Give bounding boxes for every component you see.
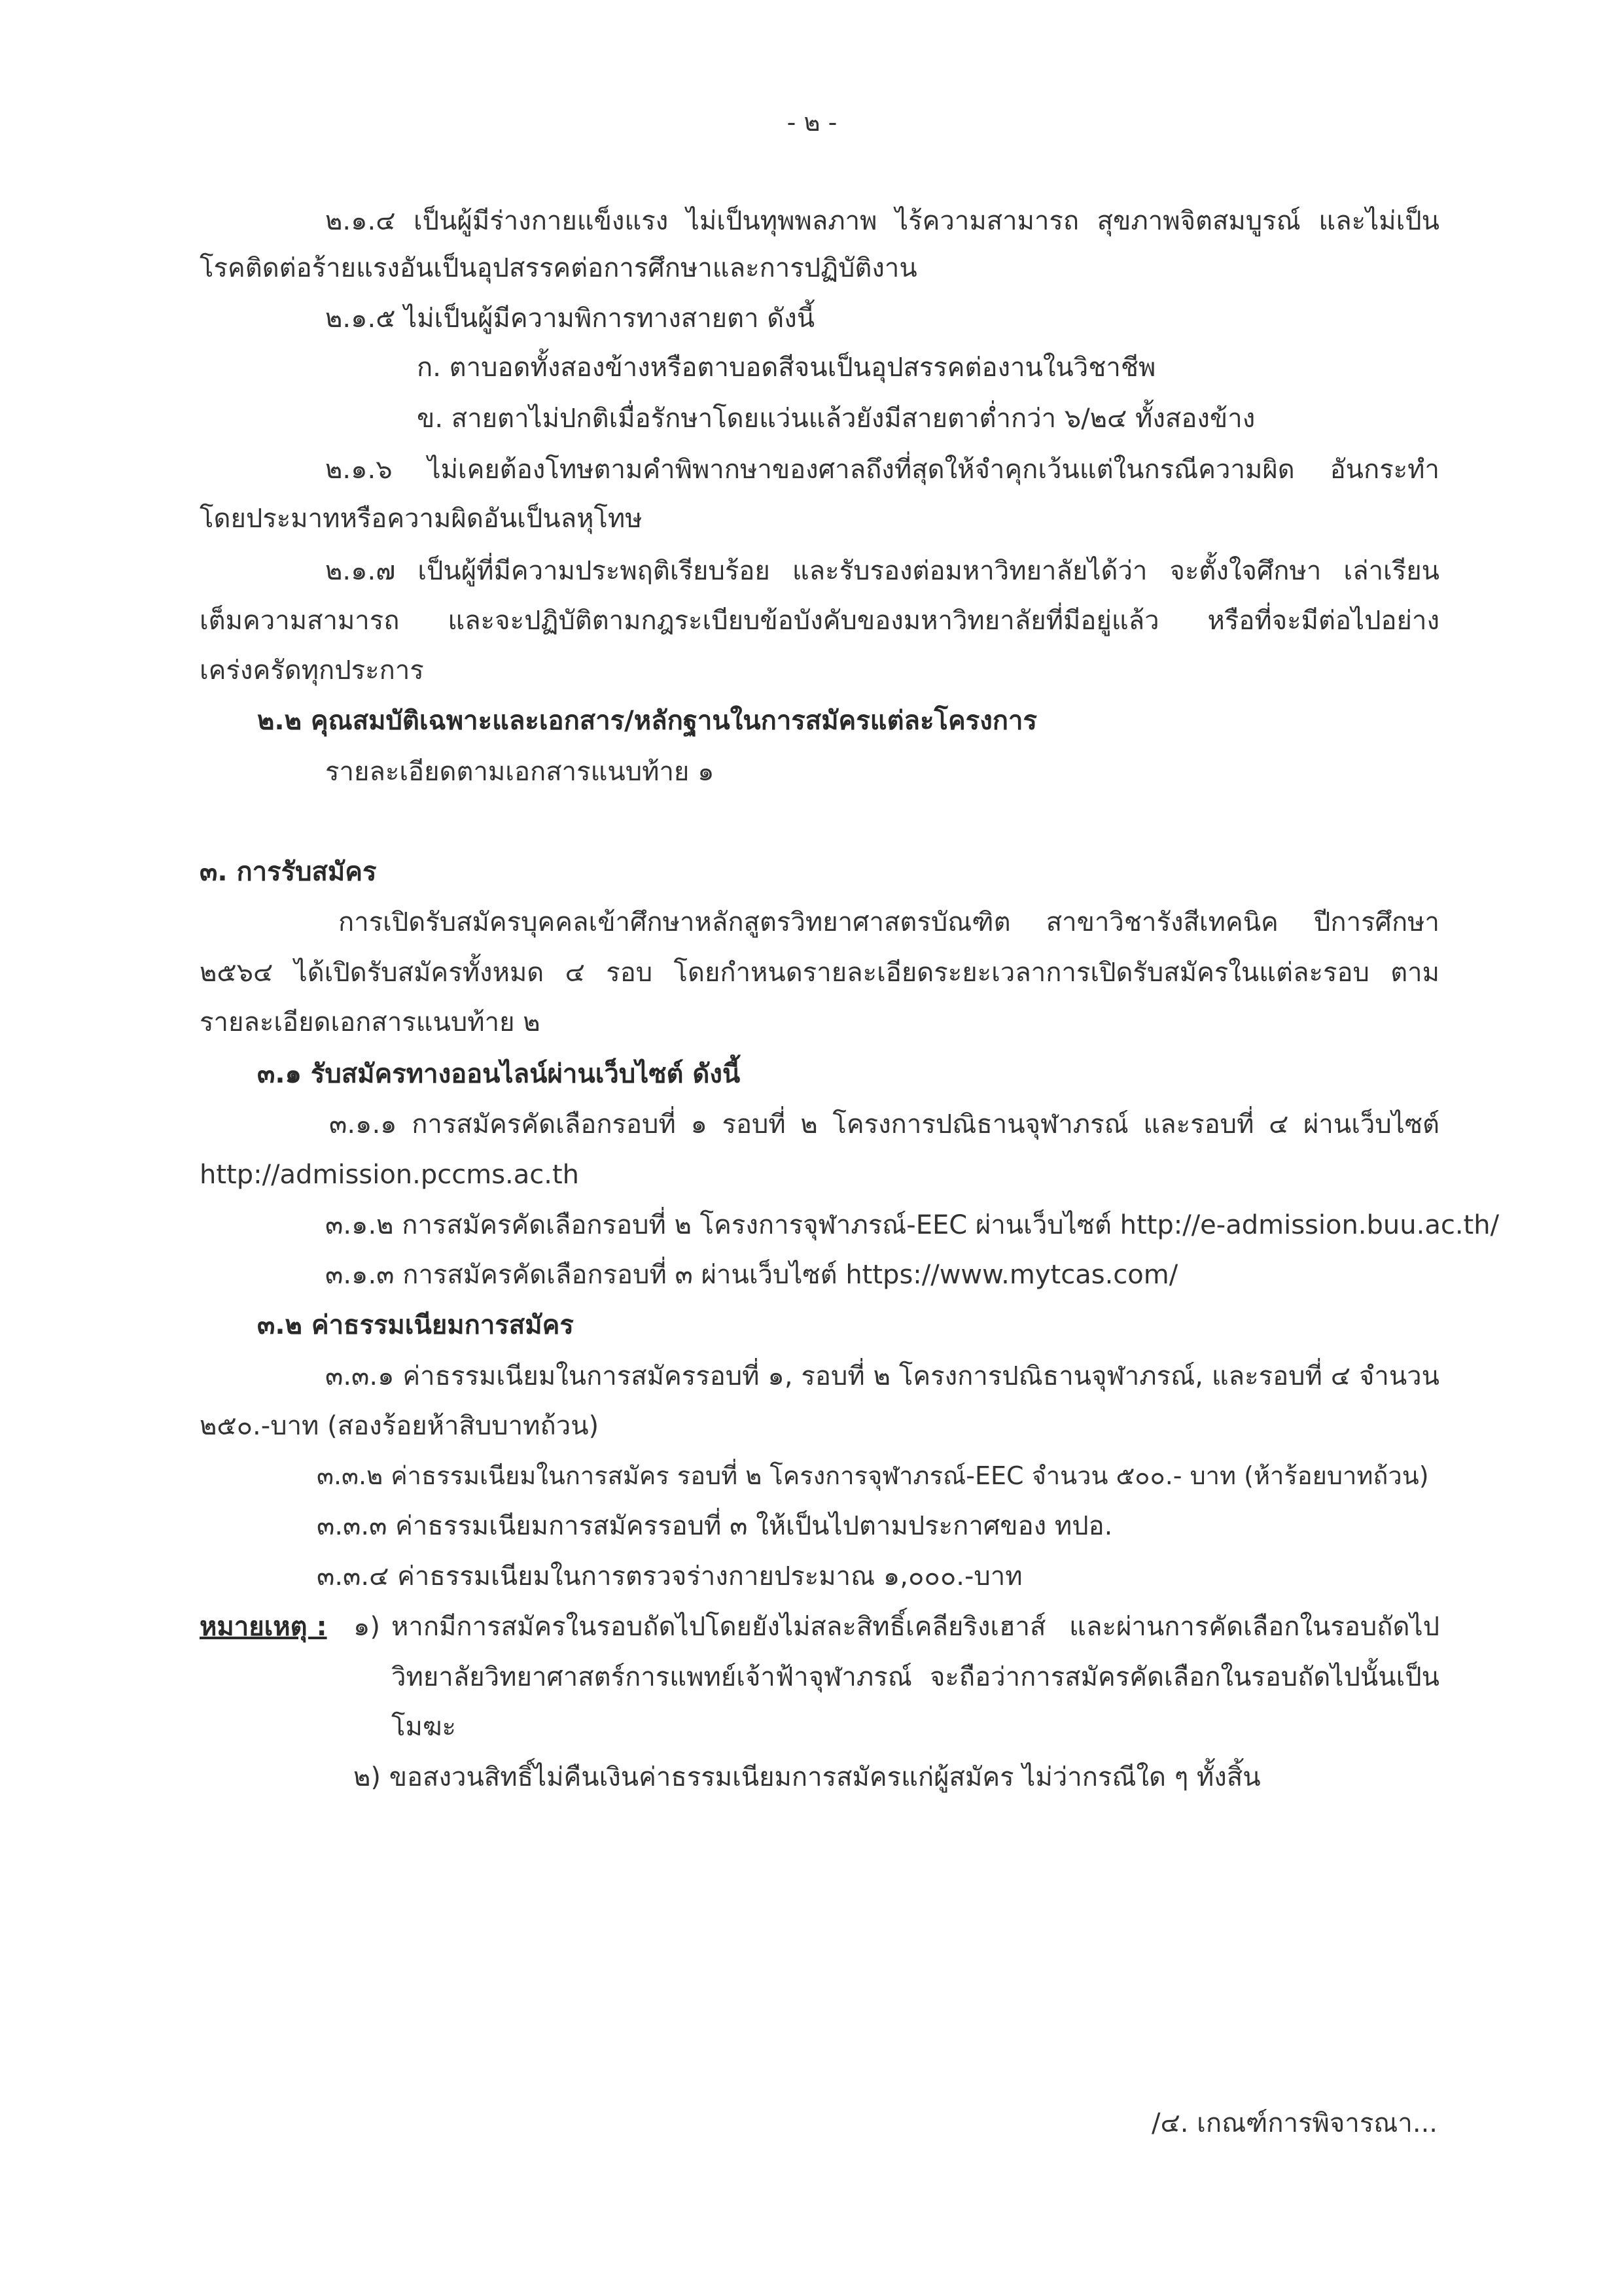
item-3-1-3: ๓.๑.๓ การสมัครคัดเลือกรอบที่ ๓ ผ่านเว็บไซต์ https://www.mytcas.com/: [325, 1260, 1178, 1290]
remark-1-line2: วิทยาลัยวิทยาศาสตร์การแพทย์เจ้าฟ้าจุฬาภรณ์ จะถือว่าการสมัครคัดเลือกในรอบถัดไปนั้นเป็น: [391, 1662, 1439, 1692]
item-3-3-4: ๓.๓.๔ ค่าธรรมเนียมในการตรวจร่างกายประมาณ ๑,๐๐๐.-บาท: [317, 1561, 1023, 1592]
remarks-label: หมายเหตุ :: [200, 1612, 327, 1642]
section-3-1-heading: ๓.๑ รับสมัครทางออนไลน์ผ่านเว็บไซต์ ดังนี้: [257, 1059, 741, 1089]
item-2-1-6-line2: โดยประมาทหรือความผิดอันเป็นลหุโทษ: [200, 504, 643, 534]
item-3-3-1-line1: ๓.๓.๑ ค่าธรรมเนียมในการสมัครรอบที่ ๑, รอบที่ ๒ โครงการปณิธานจุฬาภรณ์, และรอบที่ ๔ จำนวน: [325, 1361, 1439, 1391]
section-2-2-heading: ๒.๒ คุณสมบัติเฉพาะและเอกสาร/หลักฐานในการสมัครแต่ละโครงการ: [257, 706, 1037, 736]
item-2-1-7-line2: เต็มความสามารถ และจะปฏิบัติตามกฎระเบียบข้อบังคับของมหาวิทยาลัยที่มีอยู่แล้ว หรือที่จะมีต่อไปอย่าง: [200, 606, 1439, 636]
section-3-intro-line3: รายละเอียดเอกสารแนบท้าย ๒: [200, 1007, 540, 1037]
section-3-intro-line2: ๒๕๖๔ ได้เปิดรับสมัครทั้งหมด ๔ รอบ โดยกำหนดรายละเอียดระยะเวลาการเปิดรับสมัครในแต่ละรอบ ตาม: [200, 958, 1439, 988]
section-3-heading: ๓. การรับสมัคร: [200, 857, 377, 887]
item-3-3-2: ๓.๓.๒ ค่าธรรมเนียมในการสมัคร รอบที่ ๒ โครงการจุฬาภรณ์-EEC จำนวน ๕๐๐.- บาท (ห้าร้อยบาทถ้วน): [317, 1461, 1429, 1490]
item-3-1-1-line1: ๓.๑.๑ การสมัครคัดเลือกรอบที่ ๑ รอบที่ ๒ โครงการปณิธานจุฬาภรณ์ และรอบที่ ๔ ผ่านเว็บไซต์: [329, 1109, 1439, 1139]
section-2-2-detail: รายละเอียดตามเอกสารแนบท้าย ๑: [325, 757, 715, 787]
item-2-1-5-line1: ๒.๑.๕ ไม่เป็นผู้มีความพิการทางสายตา ดังนี้: [325, 304, 815, 334]
continuation-note: /๔. เกณฑ์การพิจารณา...: [1152, 2108, 1438, 2138]
item-2-1-7-line1: ๒.๑.๗ เป็นผู้ที่มีความประพฤติเรียบร้อย และรับรองต่อมหาวิทยาลัยได้ว่า จะตั้งใจศึกษา เล่าเรียน: [325, 556, 1439, 586]
section-3-intro-line1: การเปิดรับสมัครบุคคลเข้าศึกษาหลักสูตรวิทยาศาสตรบัณฑิต สาขาวิชารังสีเทคนิค ปีการศึกษา: [338, 907, 1439, 937]
remark-2: ๒) ขอสงวนสิทธิ์ไม่คืนเงินค่าธรรมเนียมการสมัครแก่ผู้สมัคร ไม่ว่ากรณีใด ๆ ทั้งสิ้น: [353, 1762, 1261, 1792]
remark-1-line3: โมฆะ: [391, 1712, 457, 1742]
remark-1-number: ๑): [353, 1612, 380, 1642]
item-2-1-5-sub-a: ก. ตาบอดทั้งสองข้างหรือตาบอดสีจนเป็นอุปสรรคต่องานในวิชาชีพ: [417, 353, 1156, 383]
item-3-1-2: ๓.๑.๒ การสมัครคัดเลือกรอบที่ ๒ โครงการจุฬาภรณ์-EEC ผ่านเว็บไซต์ http://e-admission.buu.ac.th/: [325, 1210, 1500, 1240]
item-2-1-4-line1: ๒.๑.๔ เป็นผู้มีร่างกายแข็งแรง ไม่เป็นทุพพลภาพ ไร้ความสามารถ สุขภาพจิตสมบูรณ์ และไม่เป็น: [325, 206, 1439, 236]
item-2-1-7-line3: เคร่งครัดทุกประการ: [200, 655, 424, 686]
page-number: - ๒ -: [786, 108, 838, 137]
item-3-3-1-line2: ๒๕๐.-บาท (สองร้อยห้าสิบบาทถ้วน): [200, 1411, 599, 1441]
item-3-1-1-url[interactable]: http://admission.pccms.ac.th: [200, 1160, 579, 1190]
item-2-1-4-line2: โรคติดต่อร้ายแรงอันเป็นอุปสรรคต่อการศึกษาและการปฏิบัติงาน: [200, 253, 917, 283]
remark-1-line1: หากมีการสมัครในรอบถัดไปโดยยังไม่สละสิทธิ์เคลียริงเฮาส์ และผ่านการคัดเลือกในรอบถัดไป: [391, 1612, 1439, 1642]
item-3-3-3: ๓.๓.๓ ค่าธรรมเนียมการสมัครรอบที่ ๓ ให้เป็นไปตามประกาศของ ทปอ.: [317, 1511, 1113, 1541]
item-2-1-5-sub-b: ข. สายตาไม่ปกติเมื่อรักษาโดยแว่นแล้วยังมีสายตาต่ำกว่า ๖/๒๔ ทั้งสองข้าง: [417, 404, 1256, 434]
item-2-1-6-line1: ๒.๑.๖ ไม่เคยต้องโทษตามคำพิพากษาของศาลถึงที่สุดให้จำคุกเว้นแต่ในกรณีความผิด อันกระทำ: [325, 455, 1439, 485]
section-3-2-heading: ๓.๒ ค่าธรรมเนียมการสมัคร: [257, 1310, 574, 1340]
